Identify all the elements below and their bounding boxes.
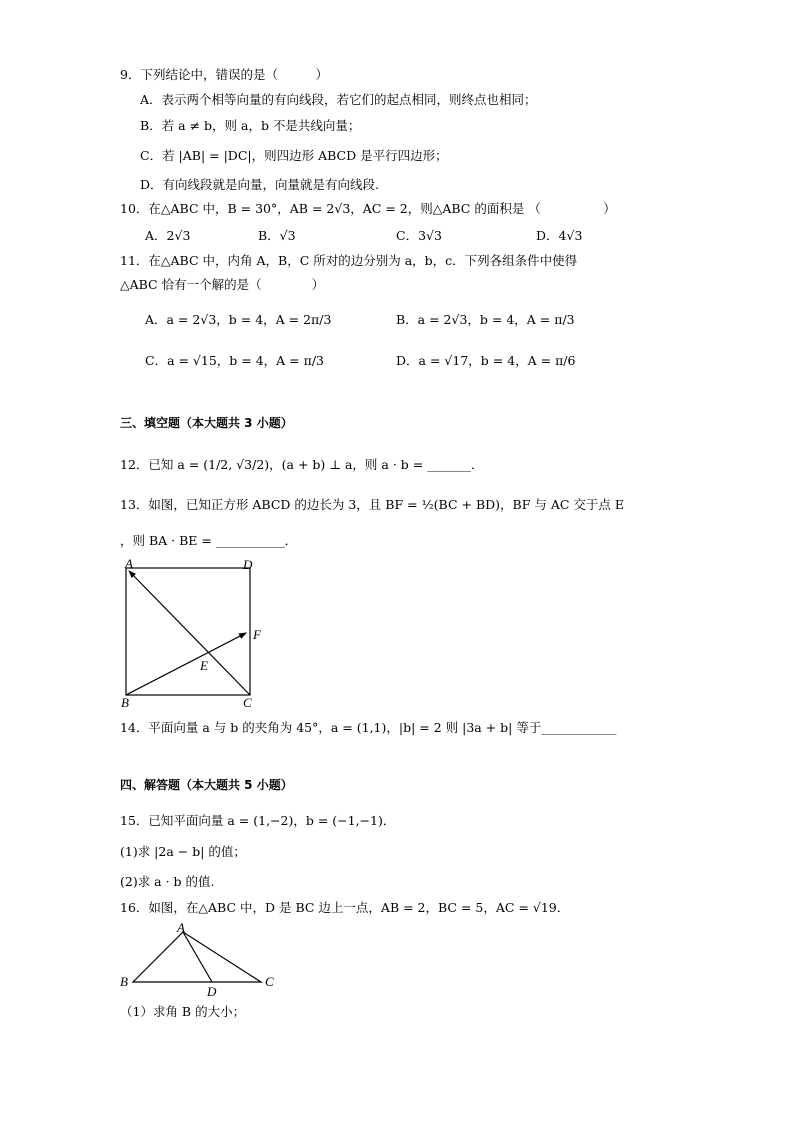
segment-ad — [183, 932, 212, 982]
q11-option-b: B．a = 2√3，b = 4，A = π/3 — [396, 312, 575, 327]
square-figure — [118, 558, 278, 708]
q14-stem: 14．平面向量 a 与 b 的夹角为 45°，a = (1,1)，|b| = 2 则 |3a + b| 等于____________ — [120, 720, 617, 735]
q9-stem: 9．下列结论中，错误的是（ ） — [120, 67, 328, 82]
q11-stem-line1: 11．在△ABC 中，内角 A，B，C 所对的边分别为 a，b，c．下列各组条件中使得 — [120, 253, 578, 268]
q16-stem: 16．如图，在△ABC 中，D 是 BC 边上一点，AB = 2，BC = 5，AC = √19． — [120, 900, 570, 915]
label-a: A — [177, 920, 185, 935]
q10-option-c: C．3√3 — [396, 228, 442, 243]
label-c: C — [243, 695, 252, 708]
section-heading-fill-in: 三、填空题（本大题共 3 小题） — [120, 416, 293, 430]
label-d: D — [207, 984, 217, 999]
q11-option-c: C．a = √15，b = 4，A = π/3 — [145, 353, 325, 368]
label-b: B — [121, 695, 129, 708]
q12-stem: 12．已知 a = (1/2, √3/2)，(a + b) ⊥ a，则 a · b = _______． — [120, 457, 484, 472]
q9-option-b: B．若 a ≠ b，则 a，b 不是共线向量； — [140, 118, 361, 133]
vector-bf — [126, 633, 246, 695]
q15-part2: (2)求 a · b 的值. — [120, 874, 215, 889]
q13-stem-line1: 13．如图，已知正方形 ABCD 的边长为 3，且 BF = ½(BC + BD)，BF 与 AC 交于点 E — [120, 497, 625, 512]
q10-stem: 10．在△ABC 中，B = 30°，AB = 2√3，AC = 2，则△ABC 的面积是 （ ） — [120, 201, 616, 216]
label-b: B — [120, 974, 128, 989]
q10-option-a: A．2√3 — [145, 228, 191, 243]
triangle-figure — [115, 920, 285, 1000]
section-heading-solutions: 四、解答题（本大题共 5 小题） — [120, 778, 293, 792]
q9-option-c: C．若 |AB| = |DC|，则四边形 ABCD 是平行四边形； — [140, 148, 448, 163]
q10-option-d: D．4√3 — [536, 228, 583, 243]
q15-part1: (1)求 |2a − b| 的值； — [120, 844, 246, 859]
label-d: D — [243, 558, 253, 572]
q15-stem: 15．已知平面向量 a = (1,−2)，b = (−1,−1)． — [120, 813, 396, 828]
q9-option-a: A．表示两个相等向量的有向线段，若它们的起点相同，则终点也相同； — [140, 92, 537, 107]
q16-part1: （1）求角 B 的大小； — [120, 1004, 246, 1019]
q10-option-b: B．√3 — [258, 228, 296, 243]
label-c: C — [265, 974, 274, 989]
label-a: A — [125, 558, 133, 571]
label-e: E — [200, 658, 208, 673]
vector-ca — [129, 571, 250, 695]
label-f: F — [253, 627, 261, 642]
q9-option-d: D．有向线段就是向量，向量就是有向线段. — [140, 177, 379, 192]
q13-stem-line2: ，则 BA · BE = ___________． — [120, 533, 298, 548]
q11-stem-line2: △ABC 恰有一个解的是（ ） — [120, 277, 325, 292]
q11-option-d: D．a = √17，b = 4，A = π/6 — [396, 353, 576, 368]
q11-option-a: A．a = 2√3，b = 4，A = 2π/3 — [145, 312, 332, 327]
